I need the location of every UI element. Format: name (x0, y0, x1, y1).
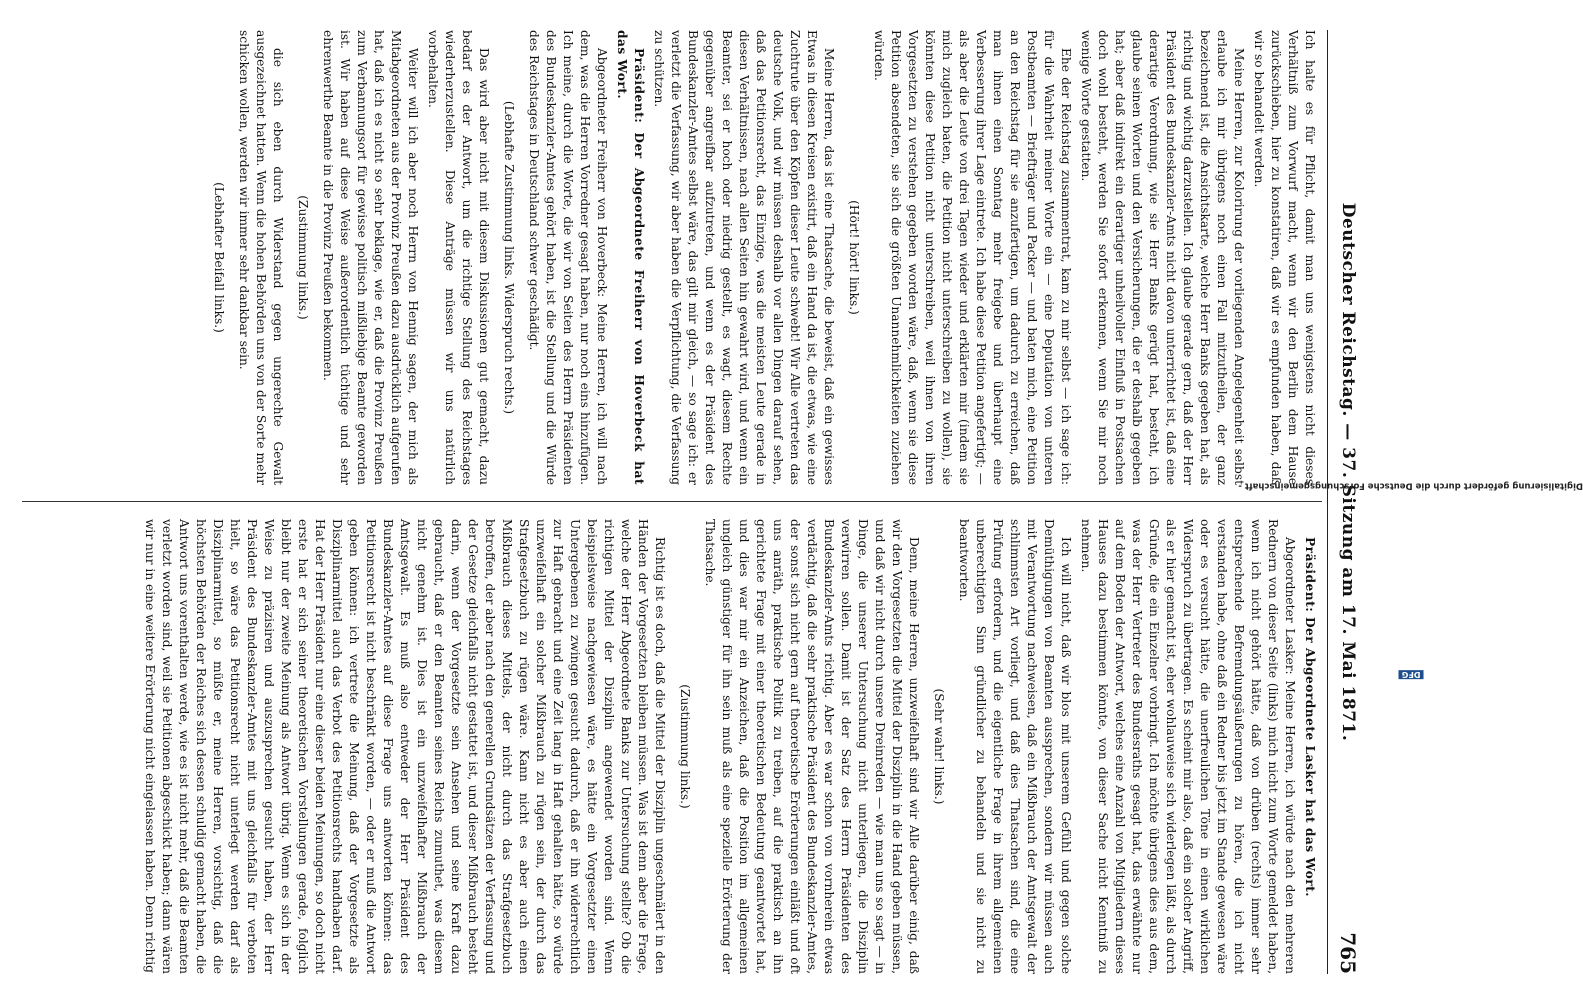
paragraph: Abgeordneter Lasker: Meine Herren, ich würde nach den mehreren Rednern von dieser Seite (links) mich nicht zum Worte gemeldet haben, wenn ich nicht gehört hätte, daß von drüben (rechts) immer sehr entsprechende Befremdungsäußerungen zu hören, die ich nicht verstanden habe, ohne daß ein Redner bis jetzt im Stande gewesen wäre oder es versucht hätte, die unerfreulichen Töne in einen wirklichen Widerspruch zu übertragen. Es scheint mir also, daß ein solcher Angriff, als er hier gemacht ist, eher wohlauweise sich widerlegen läßt, als durch Gründe, die ein Einzelner vorbringt. Ich möchte übrigens dies aus dem, was der Herr Vertreter des Bundesraths gesagt hat, das erwähnte nur auf dem Boden der Antwort, welches eine Anzahl von Mitgliedern dieses Hauses dazu bestimmen könnte, von dieser Sache nicht Kenntniß zu nehmen. (1079, 519, 1297, 974)
column-divider (22, 501, 1322, 502)
reaction-line: (Lebhafter Beifall links.) (212, 182, 226, 333)
speaker-heading: Präsident: Der Abgeordnete Freiherr von Hoverbeck hat das Wort. (615, 30, 646, 485)
paragraph: Weiter will ich aber noch Herrn von Hennig sagen, der mich als Mitabgeordneten aus der Provinz Preußen dazu ausdrücklich aufgerufen hat, daß ich es nicht so sehr beklage, wie er, daß die Provinz Preußen zum Verbannungsort für gewisse politisch mißliebige Beamte geworden ist. Wir haben auf diese Weise außerordentlich tüchtige und sehr ehrenwerthe Beamte in die Provinz Preußen bekommen. (321, 30, 420, 485)
paragraph: Meine Herren, das ist eine Thatsache, die beweist, daß ein gewisses Etwas in diesen Kreisen existirt, daß ein Hand da ist, die etwas, wie eine Zuchtrute über den Köpfen dieser Leute schwebt! Wir Alle vertreten das deutsche Volk, und wir müssen deshalb vor allen Dingen darauf sehen, daß das Petitionsrecht, das Einzige, was die meisten Leute gerade in diesen Verhältnissen, nach allen Seiten hin gewahrt wird, und wenn ein Beamter, sei er hoch oder niedrig gestellt, es wagt, diesem Rechte gegenüber angreifbar aufzutreten, und wenn es der Präsident des Bundeskanzler-Amtes selbst wäre, das gilt mir gleich, — so sage ich: er verletzt die Verfassung, wir aber haben die Verpflichtung, die Verfassung zu schützen. (652, 30, 836, 485)
right-column (18, 519, 1318, 974)
speaker-heading: Präsident: Der Abgeordnete Lasker hat das Wort. (1303, 537, 1317, 897)
reaction-line: (Zustimmung links.) (296, 195, 310, 320)
reaction-line: (Lebhafte Zustimmung links. Widerspruch rechts.) (502, 100, 516, 415)
paragraph: Ich will nicht, daß wir blos mit unserem Gefühl und gegen solche Demüthigungen von Beamten aussprechen, sondern wir müssen auch mit Verantwortung nachweisen, daß ein Mißbrauch der Amtsgewalt der schlimmsten Art vorliegt, und daß dies Thatsachen sind, die eine Prüfung erfordern, und die eigentliche Frage in ihrem allgemeinen unberechtigten Sinn gründlicher zu behandeln und sie nicht zu beantworten. (957, 519, 1073, 974)
paragraph: die sich eben durch Widerstand gegen ungerechte Gewalt ausgezeichnet hatten. Wenn die hohen Behörden uns von der Sorte mehr schicken wollen, werden wir immer sehr dankbar sein. (237, 30, 285, 485)
dfg-badge: DFG (1399, 670, 1424, 679)
reaction-line: (Sehr wahr! links.) (932, 688, 946, 805)
paragraph: Abgeordneter Freiherr von Hoverbeck: Meine Herren, ich will nach dem, was die Herren Vorredner gesagt haben, nur noch eins hinzufügen. Ich meine, durch die Worte, die wir von Seiten des Herrn Präsidenten des Bundeskanzler-Amtes gehört haben, ist die Stellung und die Würde des Reichstages in Deutschland schwer geschädigt. (527, 30, 609, 485)
funder-note-label: Digitalisierung gefördert durch die Deutsche Forschungsgemeinschaft - (1238, 480, 1583, 491)
left-column (18, 30, 1318, 485)
paragraph: Richtig ist es doch, daß die Mittel der Disziplin ungeschmälert in den Händen der Vorgesetzten bleiben müssen. Was ist denn aber die Frage, welche der Herr Abgeordnete Banks zur Untersuchung stellte? Ob die richtigen Mittel der Disziplin angewendet worden sind. Wenn beispielsweise nachgewiesen wäre, es hätte ein Vorgesetzter einen Untergebenen zu zwingen gesucht dadurch, daß er ihn widerrechtlich zur Haft gebracht und eine Zeit lang in Haft gehalten hätte, so würde unzweifelhaft ein solcher Mißbrauch zu rügen sein, der durch das Strafgesetzbuch zu rügen wäre. Kann nicht es aber auch einen Mißbrauch dieses Mittels, der nicht durch das Strafgesetzbuch betroffen, der aber nach den generellen Grundsätzen der Verfassung und der Gesetze gleichfalls nicht gestattet ist, und dieser Mißbrauch besteht darin, wenn der Vorgesetzte sein Ansehen und seine Kraft dazu gebraucht, daß er den Beamten seines Reichs zumuthet, was diesem nicht genehm ist. Dies ist ein unzweifelhafter Mißbrauch der Amtsgewalt. Es muß also entweder der Herr Präsident des Bundeskanzler-Amtes auf diese Frage uns antworten können: das Petitionsrecht ist nicht beschränkt worden, — oder er muß die Antwort geben können: ich vertrete die Meinung, daß der Vorgesetzte als Disziplinarmittel auch das Verbot des Petitionsrechts handhaben darf. Hat der Herr Präsident nur eine dieser beiden Meinungen, so doch nicht erste hat er sich seiner theoretischen Vorstellungen gerade, folglich bleibt nur der zweite Meinung als Antwort übrig. Wenn es sich in der Weise zu präzisiren und auszusprechen gesucht haben, der Herr Präsident des Bundeskanzler-Amtes mit uns gleichfalls für verboten hielt, so wäre das Petitionsrecht nicht unterlegt werden darf als Disziplinarmittel, so müßte er, meine Herren, vorsichtig, daß die höchsten Behörden der Reiches sich dessen schuldig gemacht haben, die Antwort uns vorenthalten werde, wie es ist nicht mehr, daß die Beamten verletzt worden sind, weil sie Petitionen abgeschickt haben; dann wären wir nur in eine weitere Erörterung nicht eingelassen haben. Denn richtig (143, 519, 667, 974)
paragraph: Ich halte es für Pflicht, damit man uns wenigstens nicht dieses Verhältniß zum Vorwurf macht, wenn wir den Berlin dem Hause zurückschieben, hier zu konstatiren, daß wir es empfunden haben, daß wir so behandelt werden. (1252, 30, 1317, 485)
paragraph: Das wird aber nicht mit diesem Diskussionen gut gemacht, dazu bedarf es der Antwort, um die richtige Stellung des Reichstages wiederherzustellen. Diese Anträge müssen wir uns natürlich vorbehalten. (426, 30, 491, 485)
paragraph: Ehe der Reichstag zusammentrat, kam zu mir selbst — ich sage ich: für die Wahrheit meiner Worte ein — eine Deputation von unteren Postbeamten — Briefträger und Packer — und baten mich, eine Petition an den Reichstag für sie anzufertigen, um dadurch zu erreichen, daß man ihnen einen Sonntag mehr freigebe und überhaupt eine Verbesserung ihrer Lage eintrete. Ich habe diese Petition angefertigt; — als aber die Leute von drei Tagen wieder und erklärten mir (indem sie mich zugleich baten, die Petition nicht unterschreiben zu wollen), sie könnten diese Petition nicht unterschreiben, weil ihnen von ihren Vorgesetzten zu verstehen gegeben worden wäre, daß, wenn sie diese Petition absendeten, sie sich die größten Unannehmlichkeiten zuziehen würden. (872, 30, 1073, 485)
reaction-line: (Zustimmung links.) (678, 684, 692, 809)
header-rule (1327, 30, 1328, 974)
page-number: 765 (1336, 932, 1360, 974)
page-header (1326, 30, 1370, 974)
paragraph: Meine Herren, zur Kolorirung der vorliegenden Angelegenheit selbst erlaube ich mir übrigens noch einen Fall mitzutheilen, der ganz bezeichnend ist, die Ansichtskarte, welche Herr Banks gegeben hat, als richtig und wichtig darzustellen. Ich glaube gerade gern, daß der Herr Präsident des Bundeskanzler-Amts nicht davon unterrichtet ist, daß eine derartige Verordnung, wie sie Herr Banks gerügt hat, besteht, ich glaube seinen Worten und den Versicherungen, die er deshalb gegeben hat; aber daß indirekt ein derartiger unheilvoller Einfluß in Postsachen doch wohl besteht, werden Sie sofort erkennen, wenn Sie mir noch wenige Worte gestatten. (1079, 30, 1246, 485)
reaction-line: (Hört! hört! links.) (847, 200, 861, 315)
running-title: Deutscher Reichstag. — 37. Sitzung am 17. Mai 1871. (1338, 202, 1358, 742)
paragraph: Denn, meine Herren, unzweifelhaft sind wir Alle darüber einig, daß wir den Vorgesetzten die Mittel der Disziplin in die Hand geben müssen, und daß wir nicht durch unsere Dreinreden — wie man uns so sagt — in Dinge, die unserer Untersuchung nicht unterliegen, die Disziplin verwirren sollen. Damit ist der Satz des Herrn Präsidenten des Bundeskanzler-Amts richtig. Aber es war schon von vornherein etwas verdächtig, daß die sehr praktische Präsident des Bundeskanzler-Amtes, der sonst sich nicht gern auf theoretische Erörterungen einläßt und oft uns anräth, praktische Politik zu treiben, auf die praktisch an ihn gerichtete Frage mit einer theoretischen Bedeutung geantwortet hat, und dies war mir ein Anzeichen, daß die Position im allgemeinen ungleich günstiger für ihn sein muß als eine spezielle Erörterung der Thatsache. (703, 519, 921, 974)
